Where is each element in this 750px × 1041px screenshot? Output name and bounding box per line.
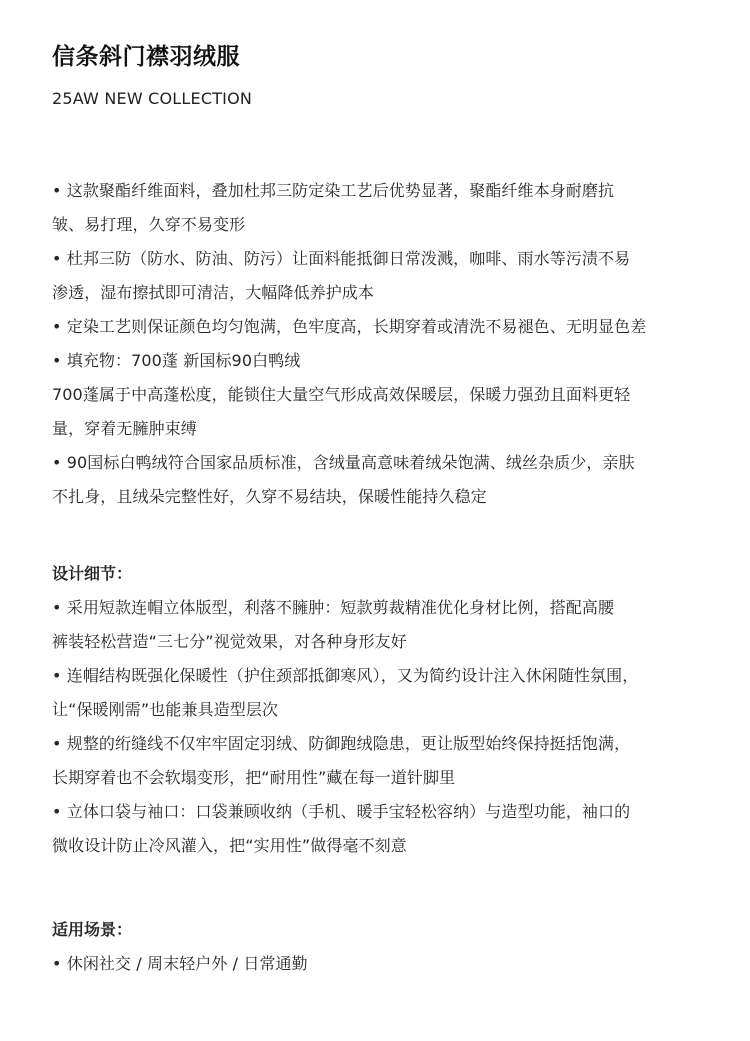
intro-line: 700蓬属于中高蓬松度，能锁住大量空气形成高效保暖层，保暖力强劲且面料更轻 (52, 385, 631, 404)
usage-scenarios-heading: 适用场景： (52, 920, 133, 939)
scene-line: • 休闲社交 / 周末轻户外 / 日常通勤 (52, 954, 308, 973)
intro-line: 渗透，湿布擦拭即可清洁，大幅降低养护成本 (52, 283, 375, 302)
intro-line: 不扎身，且绒朵完整性好，久穿不易结块，保暖性能持久稳定 (52, 487, 487, 506)
design-details-heading: 设计细节： (52, 564, 133, 583)
design-line: • 立体口袋与袖口：口袋兼顾收纳（手机、暖手宝轻松容纳）与造型功能，袖口的 (52, 802, 631, 821)
intro-line: • 填充物：700蓬 新国标90白鸭绒 (52, 351, 301, 370)
intro-line: • 这款聚酯纤维面料，叠加杜邦三防定染工艺后优势显著，聚酯纤维本身耐磨抗 (52, 181, 615, 200)
design-line: • 规整的绗缝线不仅牢牢固定羽绒、防御跑绒隐患，更让版型始终保持挺括饱满， (52, 734, 631, 753)
design-line: 长期穿着也不会软塌变形，把“耐用性”藏在每一道针脚里 (52, 768, 456, 787)
intro-line: 皱、易打理，久穿不易变形 (52, 215, 246, 234)
usage-scenarios-section (52, 913, 736, 981)
design-line: • 连帽结构既强化保暖性（护住颈部抵御寒风），又为简约设计注入休闲随性氛围， (52, 666, 639, 685)
intro-line: • 定染工艺则保证颜色均匀饱满，色牢度高，长期穿着或清洗不易褪色、无明显色差 (52, 317, 647, 336)
page-title: 信条斜门襟羽绒服 (52, 44, 240, 70)
intro-line: • 90国标白鸭绒符合国家品质标准，含绒量高意味着绒朵饱满、绒丝杂质少，亲肤 (52, 453, 635, 472)
intro-line: • 杜邦三防（防水、防油、防污）让面料能抵御日常泼溅，咖啡、雨水等污渍不易 (52, 249, 631, 268)
design-details-section (52, 557, 736, 863)
design-line: • 采用短款连帽立体版型，利落不臃肿：短款剪裁精准优化身材比例，搭配高腰 (52, 598, 615, 617)
design-line: 微收设计防止冷风灌入，把“实用性”做得毫不刻意 (52, 836, 407, 855)
fabric-and-filling-section (52, 174, 736, 514)
intro-line: 量，穿着无臃肿束缚 (52, 419, 197, 438)
collection-subtitle: 25AW NEW COLLECTION (52, 89, 253, 108)
design-line: 裤装轻松营造“三七分”视觉效果，对各种身形友好 (52, 632, 407, 651)
design-line: 让“保暖刚需”也能兼具造型层次 (52, 700, 279, 719)
